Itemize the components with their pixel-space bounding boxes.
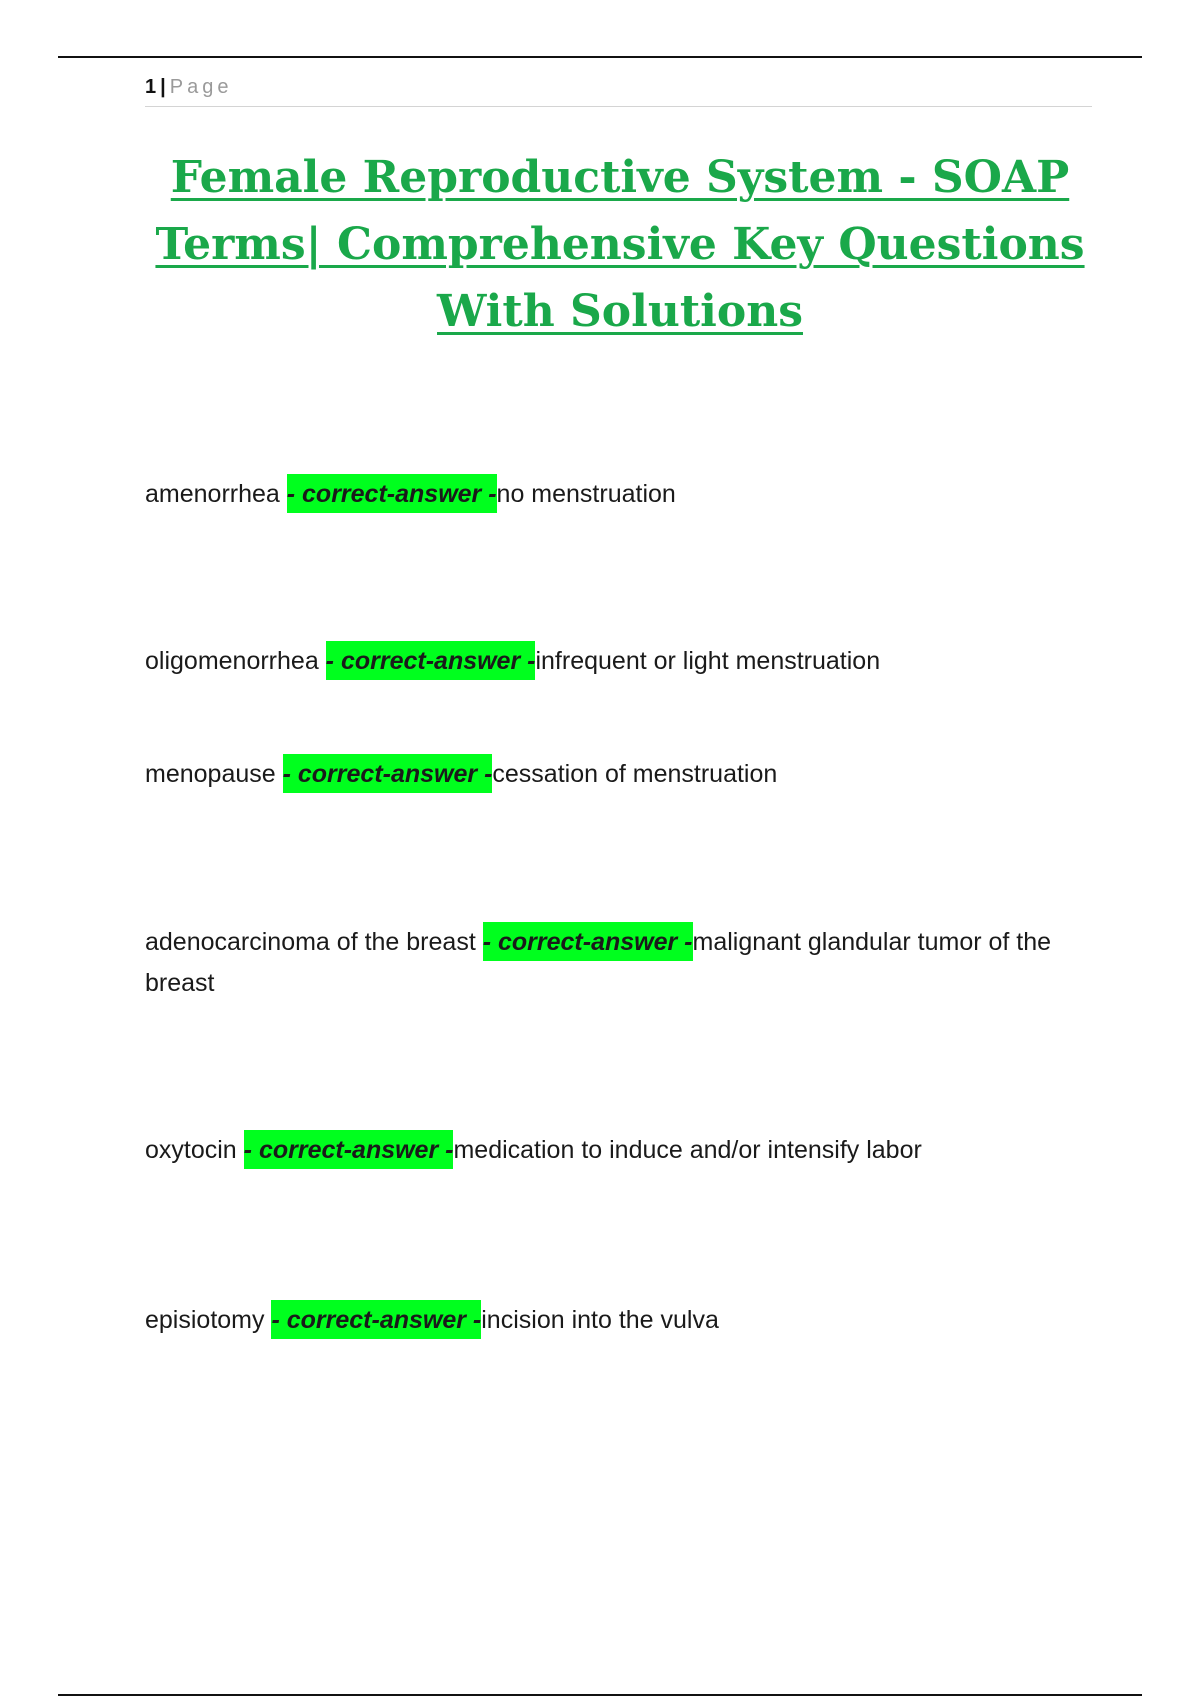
- entry-term: oligomenorrhea: [145, 647, 326, 675]
- entry-definition: malignant glandular tumor of the breast: [145, 928, 1052, 997]
- entry-episiotomy: [145, 1300, 1090, 1341]
- entry-definition: infrequent or light menstruation: [535, 647, 881, 675]
- entry-term: episiotomy: [145, 1306, 272, 1334]
- page-number: 1: [145, 76, 157, 98]
- answer-marker: - correct-answer -: [283, 754, 493, 793]
- entry-definition: medication to induce and/or intensify labor: [453, 1136, 922, 1164]
- answer-marker: - correct-answer -: [271, 1300, 481, 1339]
- entry-term: adenocarcinoma of the breast: [145, 928, 483, 956]
- entry-menopause: [145, 754, 1090, 795]
- bottom-rule: [58, 1694, 1142, 1696]
- page-header: [145, 74, 1092, 107]
- answer-marker: - correct-answer -: [483, 922, 693, 961]
- entry-adenocarcinoma: [145, 922, 1090, 1004]
- answer-marker: - correct-answer -: [287, 474, 497, 513]
- document-title: Female Reproductive System - SOAP Terms| Comprehensive Key Questions With Solutions: [155, 152, 1085, 337]
- entry-amenorrhea: [145, 474, 1090, 515]
- entry-term: amenorrhea: [145, 480, 287, 508]
- entry-oligomenorrhea: [145, 641, 1090, 682]
- entry-term: menopause: [145, 760, 283, 788]
- entry-oxytocin: [145, 1130, 1090, 1171]
- entry-term: oxytocin: [145, 1136, 244, 1164]
- entry-definition: cessation of menstruation: [492, 760, 778, 788]
- entry-definition: no menstruation: [496, 480, 676, 508]
- entry-definition: incision into the vulva: [481, 1306, 719, 1334]
- answer-marker: - correct-answer -: [326, 641, 536, 680]
- page-label: Page: [169, 76, 233, 98]
- answer-marker: - correct-answer -: [244, 1130, 454, 1169]
- page-separator: |: [160, 76, 166, 98]
- top-rule: [58, 56, 1142, 58]
